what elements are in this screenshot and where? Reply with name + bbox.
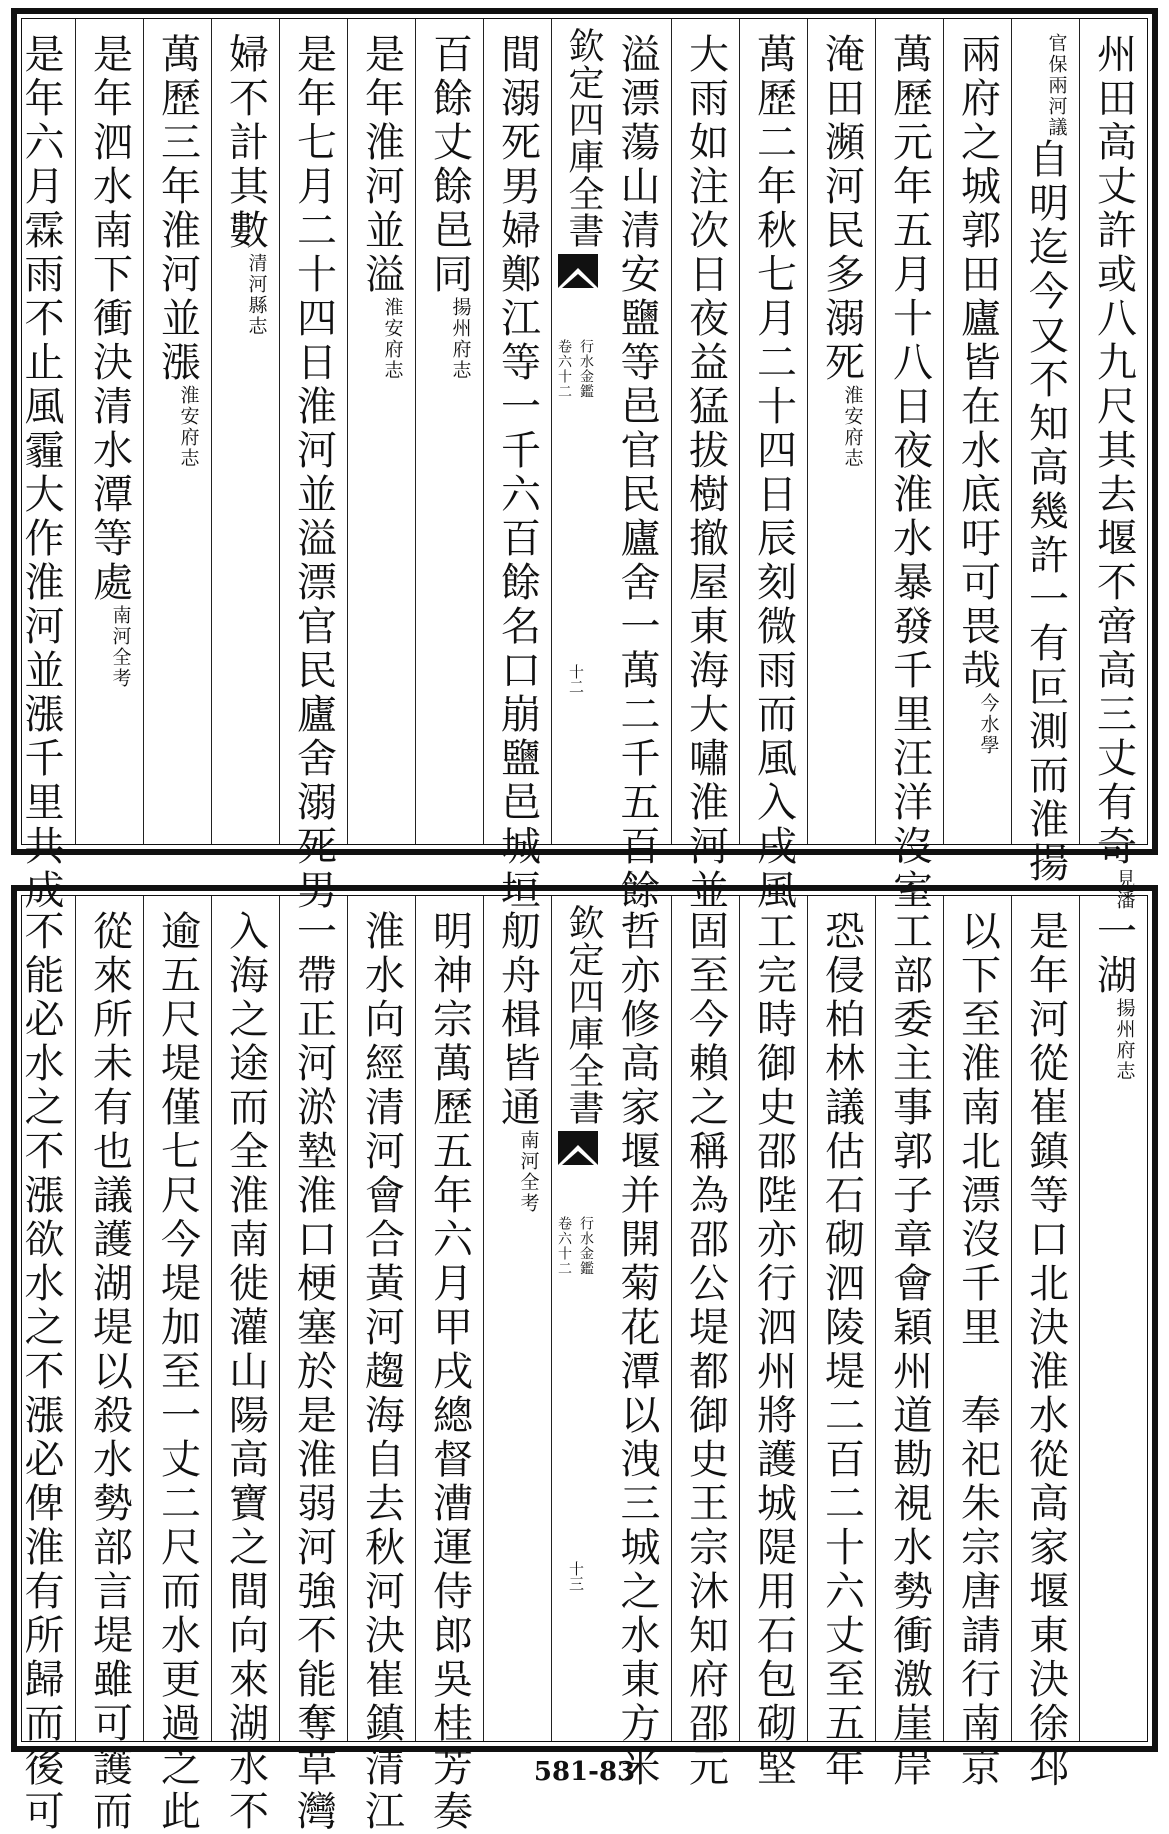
main-text: 州田高丈許或八九尺其去堰不啻高三丈有奇 — [1090, 33, 1137, 869]
text-column — [211, 896, 279, 1834]
text-column — [143, 896, 211, 1834]
main-text: 婦不計其數 — [222, 33, 269, 253]
main-text: 不能必水之不漲欲水之不漲必俾淮有所歸而後可 — [18, 910, 64, 1834]
column-text — [954, 910, 1001, 1790]
main-text: 淹田瀕河民多溺死 — [818, 33, 865, 385]
text-column — [671, 896, 739, 1790]
column-text — [426, 33, 473, 381]
column-text — [1022, 33, 1069, 886]
column-text — [358, 33, 405, 381]
main-text: 是年淮河並溢 — [358, 33, 405, 297]
fish-tail-mark-icon — [558, 254, 598, 288]
spine-leaf-number: 十二 — [567, 664, 585, 694]
column-text — [818, 33, 865, 469]
text-column — [483, 19, 551, 913]
text-column — [7, 19, 75, 913]
main-text: 萬歷三年淮河並漲 — [154, 33, 201, 385]
column-text — [750, 33, 797, 913]
upper-page-frame — [18, 18, 1148, 913]
text-column — [279, 19, 347, 913]
spine-book-name: 行水金鑑 — [578, 339, 594, 399]
source-annotation: 淮安府志 — [841, 385, 864, 469]
text-column — [347, 896, 415, 1834]
main-text: 一湖 — [1090, 910, 1137, 998]
spine-juan: 卷六十二 — [556, 339, 572, 399]
text-column — [807, 19, 875, 844]
text-column — [1011, 19, 1079, 886]
main-text: 一帶正河淤墊淮口梗塞於是淮弱河強不能奪草灣 — [290, 910, 337, 1834]
page-number: 581-83 — [533, 1757, 636, 1787]
column-text — [86, 910, 133, 1834]
fish-tail-mark-icon — [558, 1131, 598, 1165]
source-annotation: 南河全考 — [109, 605, 132, 689]
column-text — [682, 910, 729, 1790]
column-text — [290, 33, 337, 913]
text-column — [211, 19, 279, 844]
column-text — [426, 910, 473, 1834]
column-text — [886, 910, 933, 1790]
upper-page — [11, 8, 1158, 913]
text-column — [603, 896, 671, 1790]
text-column — [739, 896, 807, 1790]
column-text — [18, 33, 64, 913]
spine-leaf-number: 十三 — [567, 1561, 585, 1591]
main-text: 哲亦修高家堰并開菊花潭以洩三城之水東方米 — [614, 910, 660, 1790]
main-text: 萬歷二年秋七月二十四日辰刻微雨而風入戌風 — [750, 33, 797, 913]
column-text — [954, 33, 1001, 756]
spine-juan: 卷六十二 — [556, 1216, 572, 1276]
column-text — [154, 910, 201, 1834]
column-text — [494, 910, 541, 1214]
source-annotation: 淮安府志 — [381, 297, 404, 381]
main-text: 工完時御史邵陛亦行泗州將護城隄用石包砌堅 — [750, 910, 797, 1790]
spine-volume — [554, 339, 596, 399]
column-text — [886, 33, 933, 913]
column-text — [290, 910, 337, 1834]
source-annotation: 見潘 — [1113, 869, 1136, 911]
upper-spine — [551, 19, 603, 844]
spine-volume — [554, 1216, 596, 1276]
main-text: 入海之途而全淮南徙灌山陽高寶之間向來湖水不 — [222, 910, 269, 1834]
lower-spine — [551, 896, 603, 1741]
text-column — [943, 19, 1011, 844]
column-text — [818, 910, 865, 1790]
text-column — [1011, 896, 1079, 1790]
main-text: 是年河從崔鎮等口北決淮水從高家堰東決徐邳 — [1022, 910, 1069, 1790]
main-text: 舠舟楫皆通 — [494, 910, 541, 1130]
text-column — [347, 19, 415, 844]
text-column — [1079, 19, 1147, 911]
main-text: 自明迄今又不知高幾許一有叵測而淮揚 — [1022, 138, 1069, 886]
text-column — [875, 19, 943, 913]
text-column — [739, 19, 807, 913]
source-annotation: 清河縣志 — [245, 253, 268, 337]
source-annotation: 南河全考 — [517, 1130, 540, 1214]
source-annotation: 官保兩河議 — [1045, 33, 1068, 138]
text-column — [943, 896, 1011, 1790]
text-column — [7, 896, 75, 1834]
main-text: 間溺死男婦鄭江等一千六百餘名口崩鹽邑城垣 — [494, 33, 541, 913]
source-annotation: 揚州府志 — [1113, 998, 1136, 1082]
text-column — [807, 896, 875, 1790]
column-text — [154, 33, 201, 469]
text-column — [415, 19, 483, 844]
column-text — [494, 33, 541, 913]
text-column — [603, 19, 671, 913]
source-annotation: 淮安府志 — [177, 385, 200, 469]
column-text — [222, 910, 269, 1834]
column-text — [614, 33, 660, 913]
text-column — [671, 19, 739, 913]
column-text — [222, 33, 269, 337]
main-text: 大雨如注次日夜益猛拔樹撤屋東海大嘯淮河並 — [682, 33, 729, 913]
main-text: 是年七月二十四日淮河並溢漂官民廬舍溺死男 — [290, 33, 337, 913]
column-text — [18, 910, 64, 1834]
main-text: 恐侵柏林議估石砌泗陵堤二百二十六丈至五年 — [818, 910, 865, 1790]
column-text — [86, 33, 133, 689]
main-text: 百餘丈餘邑同 — [426, 33, 473, 297]
source-annotation: 揚州府志 — [449, 297, 472, 381]
main-text: 從來所未有也議護湖堤以殺水勢部言堤雖可護而 — [86, 910, 133, 1834]
column-text — [614, 910, 660, 1790]
source-annotation: 今水學 — [977, 693, 1000, 756]
main-text: 固至今賴之稱為邵公堤都御史王宗沐知府邵元 — [682, 910, 729, 1790]
text-column — [875, 896, 943, 1790]
main-text: 萬歷元年五月十八日夜淮水暴發千里汪洋沒室 — [886, 33, 933, 913]
spine-title: 欽定四庫全書 — [563, 904, 604, 1126]
text-column — [1079, 896, 1147, 1741]
spine-title: 欽定四庫全書 — [563, 27, 604, 249]
text-column — [483, 896, 551, 1741]
main-text: 淮水向經清河會合黃河趨海自去秋河決崔鎮清江 — [358, 910, 405, 1834]
spine-book-name: 行水金鑑 — [578, 1216, 594, 1276]
column-text — [1022, 910, 1069, 1790]
main-text: 明神宗萬歷五年六月甲戌總督漕運侍郎吳桂芳奏 — [426, 910, 473, 1834]
text-column — [143, 19, 211, 844]
column-text — [750, 910, 797, 1790]
upper-columns — [18, 19, 1147, 913]
column-text — [1090, 910, 1137, 1082]
text-column — [75, 19, 143, 844]
main-text: 以下至淮南北漂沒千里 奉祀朱宗唐請行南京 — [954, 910, 1001, 1790]
main-text: 是年泗水南下衝決清水潭等處 — [86, 33, 133, 605]
main-text: 是年六月霖雨不止風霾大作淮河並漲千里共成 — [18, 33, 64, 913]
text-column — [279, 896, 347, 1834]
column-text — [682, 33, 729, 913]
main-text: 工部委主事郭子章會穎州道勘視水勢衝激崖岸 — [886, 910, 933, 1790]
main-text: 兩府之城郭田廬皆在水底吁可畏哉 — [954, 33, 1001, 693]
column-text — [358, 910, 405, 1834]
main-text: 溢漂蕩山清安鹽等邑官民廬舍一萬二千五百餘 — [614, 33, 660, 913]
column-text — [1090, 33, 1137, 911]
text-column — [75, 896, 143, 1834]
text-column — [415, 896, 483, 1834]
main-text: 逾五尺堤僅七尺今堤加至一丈二尺而水更過之此 — [154, 910, 201, 1834]
